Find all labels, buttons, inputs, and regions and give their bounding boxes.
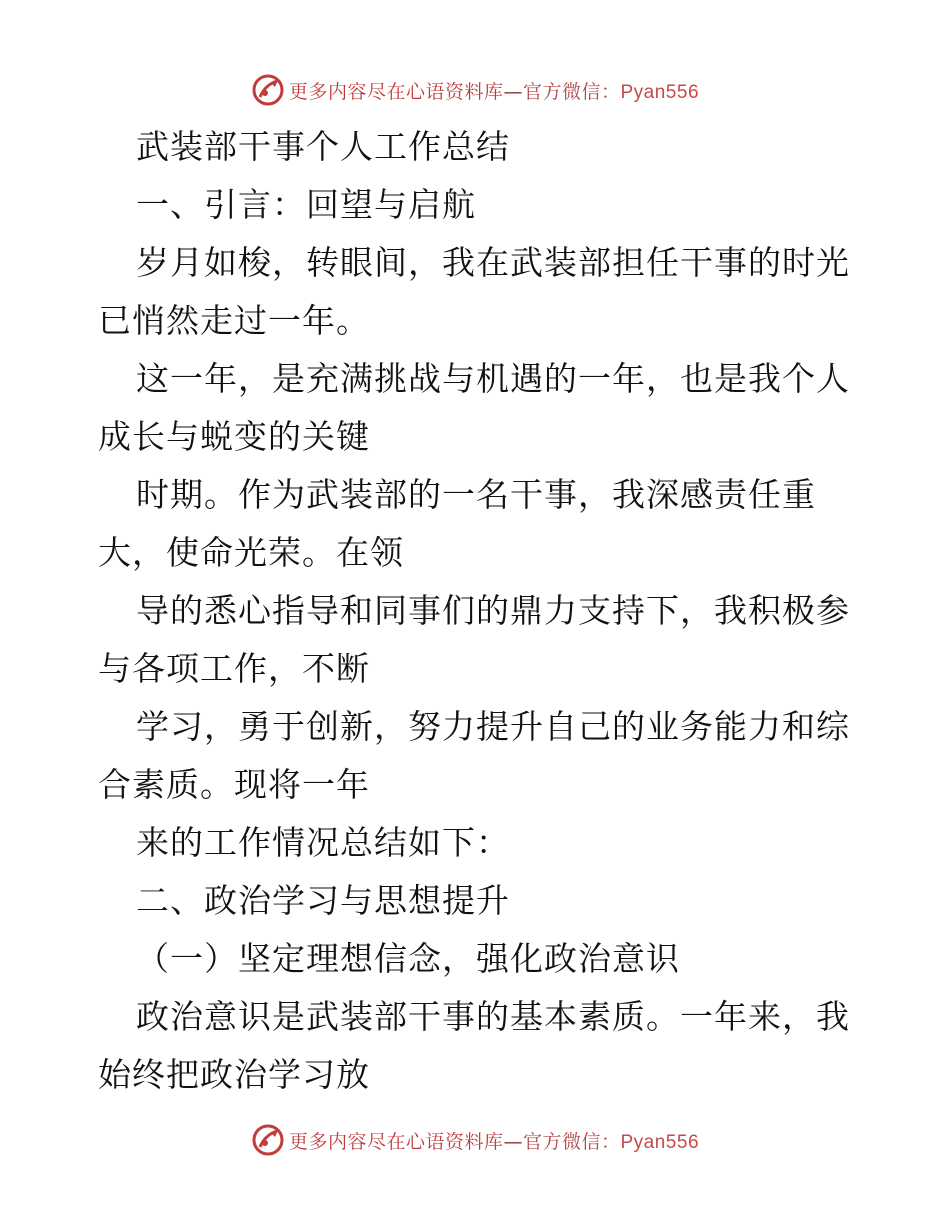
paragraph-line: 这一年，是充满挑战与机遇的一年，也是我个人 bbox=[136, 359, 850, 398]
paragraph-line: 合素质。现将一年 bbox=[98, 765, 370, 804]
banner-slogan: 更多内容尽在心语资料库 bbox=[288, 1130, 504, 1153]
paragraph-line: 始终把政治学习放 bbox=[98, 1055, 370, 1094]
wechat-id: Pyan556 bbox=[620, 81, 700, 103]
banner-text bbox=[289, 1127, 699, 1154]
subsection-heading: （一）坚定理想信念，强化政治意识 bbox=[136, 939, 680, 978]
paragraph-line: 导的悉心指导和同事们的鼎力支持下，我积极参 bbox=[136, 591, 850, 630]
logo-icon bbox=[251, 73, 285, 107]
document-body bbox=[98, 118, 858, 1104]
logo-icon bbox=[251, 1123, 285, 1157]
paragraph-line: 与各项工作，不断 bbox=[98, 649, 370, 688]
paragraph-line: 学习，勇于创新，努力提升自己的业务能力和综 bbox=[136, 707, 850, 746]
paragraph-line: 已悄然走过一年。 bbox=[98, 301, 370, 340]
header-banner bbox=[0, 70, 950, 110]
document-title: 武装部干事个人工作总结 bbox=[136, 127, 510, 166]
section-heading: 二、政治学习与思想提升 bbox=[136, 881, 510, 920]
wechat-label: 官方微信： bbox=[522, 1130, 621, 1153]
paragraph-line: 来的工作情况总结如下： bbox=[136, 823, 510, 862]
footer-banner bbox=[0, 1120, 950, 1160]
paragraph-line: 时期。作为武装部的一名干事，我深感责任重 bbox=[136, 475, 816, 514]
banner-slogan: 更多内容尽在心语资料库 bbox=[288, 80, 504, 103]
banner-separator: — bbox=[503, 1130, 523, 1153]
wechat-id: Pyan556 bbox=[620, 1131, 700, 1153]
banner-separator: — bbox=[503, 80, 523, 103]
wechat-label: 官方微信： bbox=[522, 80, 621, 103]
banner-text bbox=[289, 77, 699, 104]
paragraph-line: 大，使命光荣。在领 bbox=[98, 533, 404, 572]
paragraph-line: 成长与蜕变的关键 bbox=[98, 417, 370, 456]
paragraph-line: 岁月如梭，转眼间，我在武装部担任干事的时光 bbox=[136, 243, 850, 282]
section-heading: 一、引言：回望与启航 bbox=[136, 185, 476, 224]
paragraph-line: 政治意识是武装部干事的基本素质。一年来，我 bbox=[136, 997, 850, 1036]
